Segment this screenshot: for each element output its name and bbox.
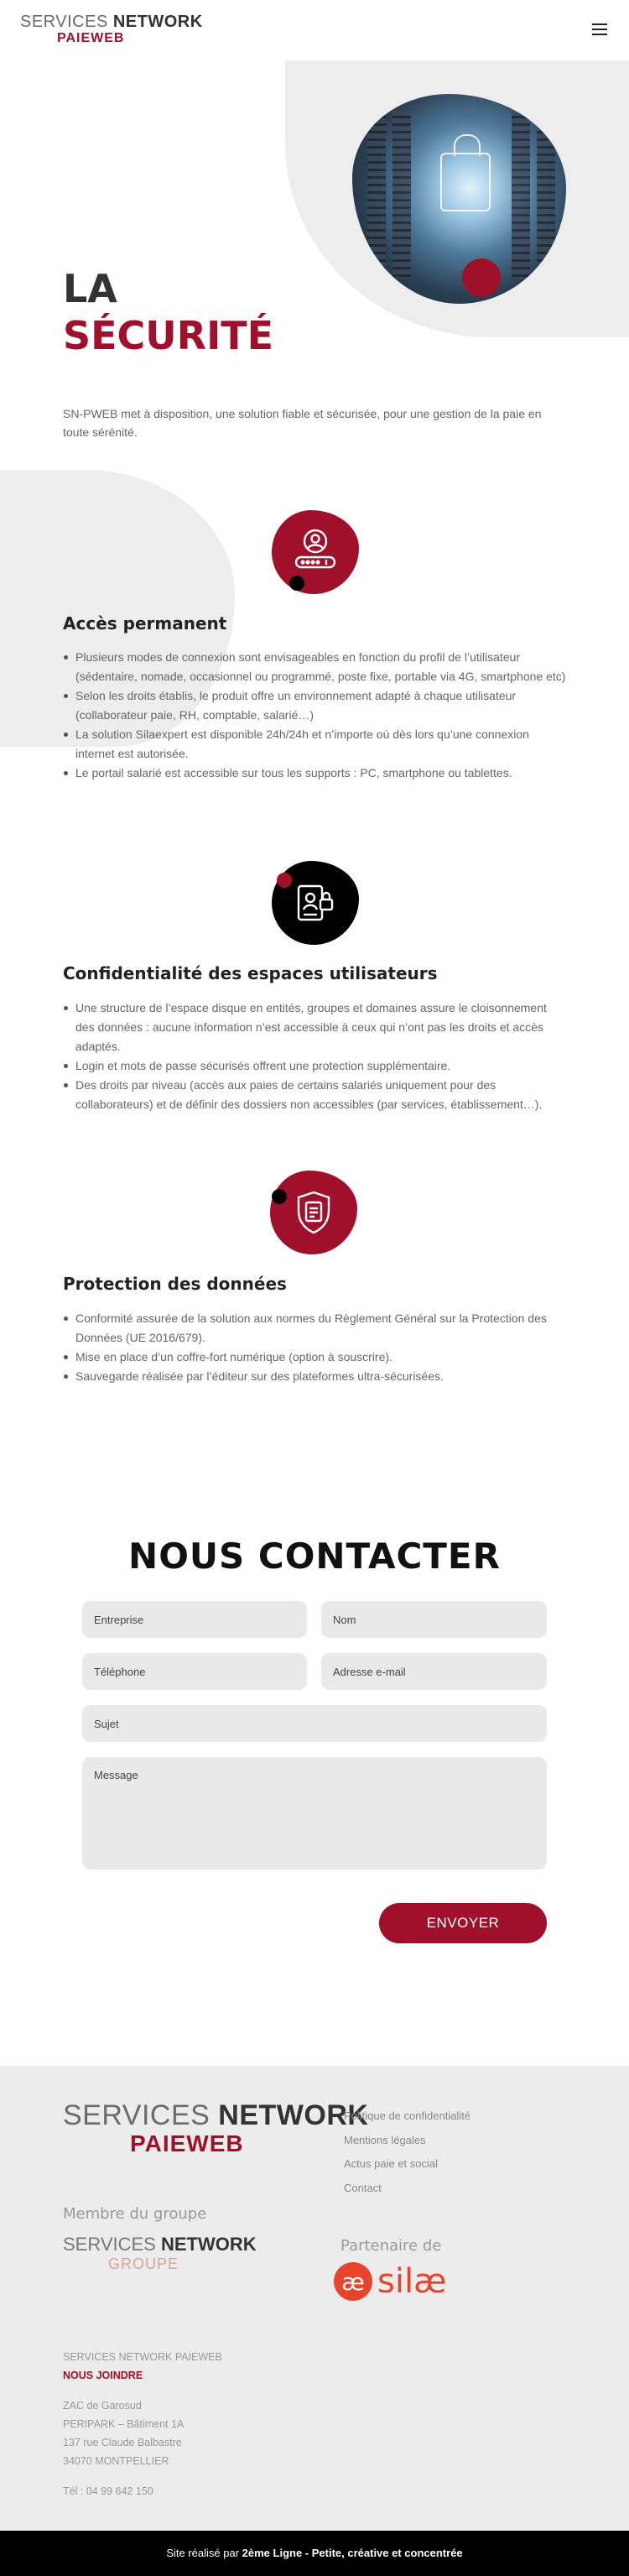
feature-list bbox=[63, 648, 566, 783]
send-button[interactable]: ENVOYER bbox=[379, 1903, 547, 1943]
footer-links bbox=[344, 2104, 470, 2200]
list-item: Login et mots de passe sécurisés offrent une protection supplémentaire. bbox=[63, 1056, 566, 1076]
footer-link-legal[interactable]: Mentions légales bbox=[344, 2133, 426, 2146]
feature-title: Protection des données bbox=[63, 1274, 287, 1294]
address-line: PERIPARK – Bâtiment 1A bbox=[63, 2418, 185, 2430]
message-field[interactable] bbox=[82, 1757, 547, 1869]
silae-badge-icon: æ bbox=[334, 2262, 372, 2301]
footer-link-privacy[interactable]: Politique de confidentialité bbox=[344, 2109, 471, 2122]
shield-document-icon bbox=[270, 1171, 357, 1254]
subject-field[interactable] bbox=[82, 1705, 547, 1742]
site-logo[interactable] bbox=[20, 13, 203, 50]
phone-field[interactable] bbox=[82, 1653, 307, 1690]
partner-label: Partenaire de bbox=[340, 2237, 442, 2255]
footer-link-contact[interactable]: Contact bbox=[344, 2181, 382, 2194]
address-line: 34070 MONTPELLIER bbox=[63, 2455, 169, 2467]
secure-profile-icon bbox=[272, 861, 359, 945]
group-logo[interactable]: SERVICES NETWORK GROUPE bbox=[63, 2234, 257, 2272]
feature-title: Accès permanent bbox=[63, 613, 227, 634]
member-label: Membre du groupe bbox=[63, 2205, 207, 2223]
join-heading: NOUS JOINDRE bbox=[63, 2370, 143, 2381]
list-item: Une structure de l’espace disque en entités, groupes et domaines assure le cloisonnement des données : aucune information n’est accessible à ceux qui n’ont pas les droits et accès adaptés. bbox=[63, 999, 566, 1056]
list-item: Le portail salarié est accessible sur tous les supports : PC, smartphone ou tablettes. bbox=[63, 764, 566, 783]
list-item: Plusieurs modes de connexion sont envisageables en fonction du profil de l’utilisateur (sédentaire, nomade, occasionnel ou programmé, poste fixe, portable via 4G, smartphone etc) bbox=[63, 648, 566, 686]
list-item: Sauvegarde réalisée par l’éditeur sur des plateformes ultra-sécurisées. bbox=[63, 1367, 566, 1386]
lock-icon bbox=[440, 153, 491, 211]
address-line: ZAC de Garosud bbox=[63, 2400, 142, 2412]
email-field[interactable] bbox=[321, 1653, 547, 1690]
site-header bbox=[0, 0, 629, 60]
address-line: 137 rue Claude Balbastre bbox=[63, 2437, 182, 2448]
footer-logo-subtitle: PAIEWEB bbox=[130, 2130, 244, 2156]
site-footer bbox=[0, 2066, 629, 2531]
company-name: SERVICES NETWORK PAIEWEB bbox=[63, 2351, 222, 2363]
decorative-dot bbox=[462, 258, 501, 297]
company-field[interactable] bbox=[82, 1601, 307, 1638]
user-password-icon bbox=[272, 510, 359, 594]
page-title: LA SÉCURITÉ bbox=[63, 266, 274, 358]
credits-bar: Site réalisé par 2ème Ligne - Petite, créative et concentrée bbox=[0, 2531, 629, 2576]
list-item: La solution Silaexpert est disponible 24h/24h et n’importe où dès lors qu’une connexion internet est autorisée. bbox=[63, 725, 566, 764]
logo-text-bold: NETWORK bbox=[112, 13, 203, 31]
list-item: Des droits par niveau (accès aux paies de certains salariés uniquement pour des collaborateurs) et de définir des dossiers non accessibles (par services, établissement…). bbox=[63, 1076, 566, 1114]
silae-wordmark: silæ bbox=[377, 2262, 447, 2301]
phone-number[interactable]: Tél : 04 99 642 150 bbox=[63, 2485, 153, 2497]
name-field[interactable] bbox=[321, 1601, 547, 1638]
hamburger-icon[interactable] bbox=[592, 23, 607, 35]
list-item: Conformité assurée de la solution aux normes du Règlement Général sur la Protection des Données (UE 2016/679). bbox=[63, 1309, 566, 1348]
agency-link[interactable]: 2ème Ligne bbox=[242, 2547, 303, 2559]
logo-subtitle: PAIEWEB bbox=[57, 31, 125, 45]
footer-link-news[interactable]: Actus paie et social bbox=[344, 2157, 439, 2170]
list-item: Selon les droits établis, le produit offre un environnement adapté à chaque utilisateur (collaborateur paie, RH, comptable, salarié…) bbox=[63, 686, 566, 725]
feature-list bbox=[63, 1309, 566, 1386]
silae-logo[interactable] bbox=[334, 2261, 446, 2302]
logo-text-light: SERVICES bbox=[20, 13, 113, 31]
contact-title: NOUS CONTACTER bbox=[128, 1536, 501, 1577]
feature-title: Confidentialité des espaces utilisateurs bbox=[63, 963, 438, 983]
feature-list bbox=[63, 999, 566, 1114]
footer-address bbox=[63, 2348, 222, 2500]
list-item: Mise en place d’un coffre-fort numérique (option à souscrire). bbox=[63, 1348, 566, 1367]
footer-logo[interactable]: SERVICES NETWORK PAIEWEB bbox=[63, 2099, 369, 2156]
intro-text: SN-PWEB met à disposition, une solution fiable et sécurisée, pour une gestion de la paie en toute sérénité. bbox=[63, 407, 542, 439]
